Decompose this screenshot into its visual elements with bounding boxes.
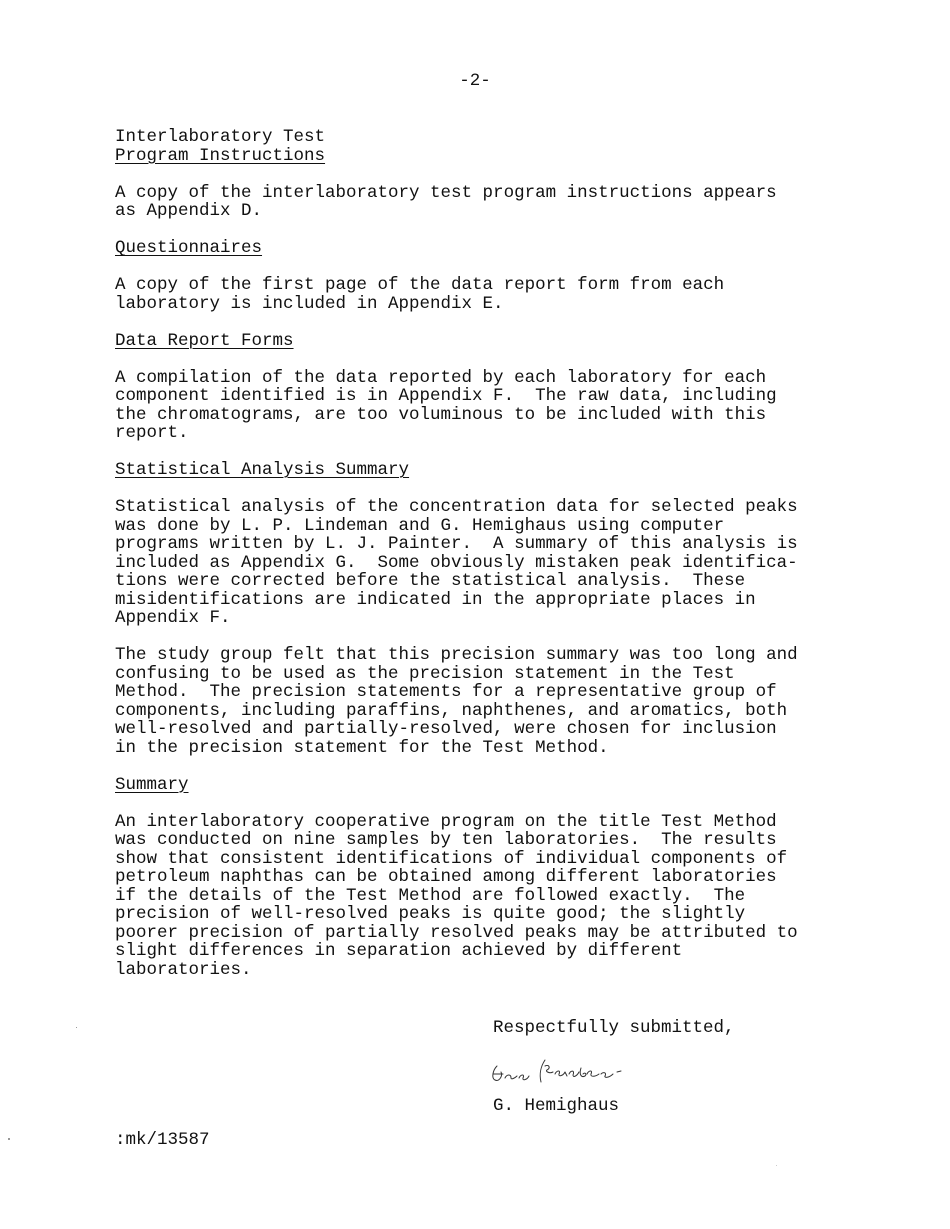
- paragraph-line: poorer precision of partially resolved peaks may be attributed to: [115, 922, 798, 943]
- scan-speck: [76, 1027, 77, 1028]
- paragraph-line: laboratories.: [115, 959, 252, 980]
- paragraph-line: was conducted on nine samples by ten laboratories. The results: [115, 830, 777, 850]
- paragraph-line: misidentifications are indicated in the appropriate places in: [115, 589, 756, 610]
- paragraph-line: A copy of the first page of the data report form from each: [115, 275, 725, 295]
- signatory-name: G. Hemighaus: [493, 1096, 620, 1116]
- section-program-instructions: [115, 128, 875, 221]
- paragraph-line: confusing to be used as the precision statement in the Test: [115, 663, 735, 684]
- paragraph: [115, 369, 875, 443]
- signoff-block: [493, 1018, 893, 1116]
- paragraph-line: The study group felt that this precision summary was too long and: [115, 645, 798, 665]
- paragraph-line: the chromatograms, are too voluminous to be included with this: [115, 404, 767, 425]
- section-heading: Summary: [115, 774, 189, 795]
- paragraph-line: precision of well-resolved peaks is quite good; the slightly: [115, 904, 746, 924]
- paragraph: [115, 276, 875, 313]
- scan-speck: [8, 1138, 10, 1140]
- paragraph-line: Appendix F.: [115, 608, 231, 628]
- paragraph-line: An interlaboratory cooperative program on the title Test Method: [115, 811, 777, 832]
- section-heading: Data Report Forms: [115, 330, 294, 351]
- paragraph-line: A copy of the interlaboratory test program instructions appears: [115, 182, 777, 203]
- paragraph: [115, 813, 875, 980]
- paragraph-line: A compilation of the data reported by each laboratory for each: [115, 367, 767, 388]
- closing-phrase: Respectfully submitted,: [493, 1018, 735, 1038]
- paragraph-line: Statistical analysis of the concentration data for selected peaks: [115, 497, 798, 517]
- paragraph-line: tions were corrected before the statistical analysis. These: [115, 571, 746, 591]
- paragraph-line: well-resolved and partially-resolved, were chosen for inclusion: [115, 719, 777, 739]
- paragraph-line: was done by L. P. Lindeman and G. Hemighaus using computer: [115, 515, 725, 536]
- paragraph: [115, 498, 875, 628]
- section-title-line: Interlaboratory Test: [115, 127, 326, 147]
- signature-image: [489, 1052, 893, 1086]
- paragraph-line: show that consistent identifications of individual components of: [115, 848, 788, 869]
- paragraph-line: included as Appendix G. Some obviously mistaken peak identifica-: [115, 552, 798, 573]
- paragraph-line: report.: [115, 423, 189, 443]
- paragraph-line: slight differences in separation achieved by different: [115, 941, 683, 961]
- page-number: -2-: [459, 71, 491, 91]
- section-heading: Program Instructions: [115, 145, 326, 166]
- paragraph-line: in the precision statement for the Test Method.: [115, 737, 609, 758]
- paragraph: [115, 646, 875, 757]
- paragraph-line: component identified is in Appendix F. The raw data, including: [115, 386, 777, 406]
- section-summary: [115, 776, 875, 980]
- paragraph-line: petroleum naphthas can be obtained among different laboratories: [115, 867, 777, 887]
- document-body: [115, 128, 875, 979]
- section-heading: Statistical Analysis Summary: [115, 460, 410, 480]
- section-heading: Questionnaires: [115, 238, 263, 258]
- scan-speck: [776, 1165, 777, 1166]
- paragraph-line: Method. The precision statements for a representative group of: [115, 682, 777, 702]
- paragraph-line: as Appendix D.: [115, 201, 263, 221]
- section-questionnaires: [115, 239, 875, 313]
- section-statistical-analysis-summary: [115, 461, 875, 757]
- reference-code: :mk/13587: [115, 1130, 210, 1150]
- paragraph: [115, 184, 875, 221]
- section-data-report-forms: [115, 332, 875, 443]
- paragraph-line: components, including paraffins, naphthenes, and aromatics, both: [115, 700, 788, 721]
- paragraph-line: laboratory is included in Appendix E.: [115, 293, 504, 314]
- signature-scribble: [489, 1052, 639, 1086]
- paragraph-line: programs written by L. J. Painter. A summary of this analysis is: [115, 534, 798, 554]
- paragraph-line: if the details of the Test Method are followed exactly. The: [115, 885, 746, 906]
